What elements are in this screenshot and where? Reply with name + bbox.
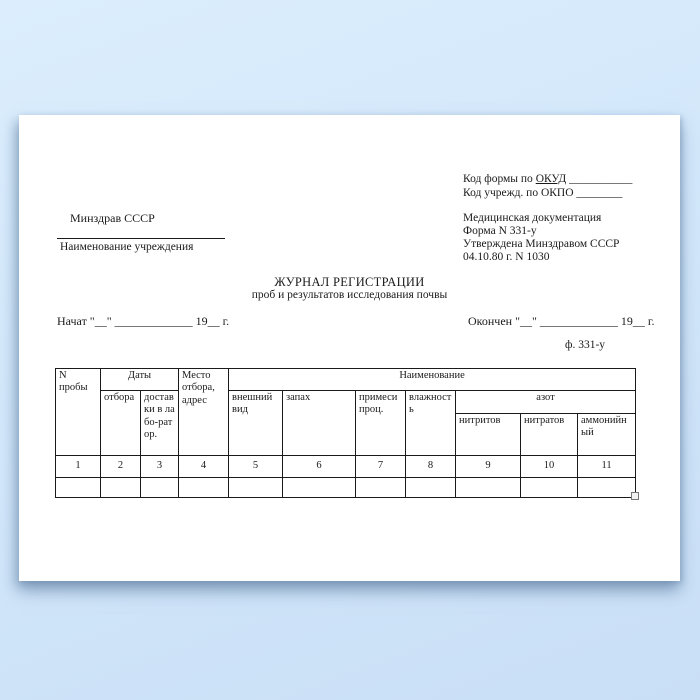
column-number: 7 — [356, 456, 406, 478]
header-nitrites: нитритов — [456, 414, 521, 456]
okud-blank-line: ___________ — [569, 173, 633, 185]
column-number: 2 — [101, 456, 141, 478]
column-number: 9 — [456, 456, 521, 478]
empty-cell — [283, 478, 356, 498]
column-number: 6 — [283, 456, 356, 478]
institution-fill-line — [57, 238, 225, 239]
header-appearance: внешний вид — [229, 391, 283, 456]
document-page — [19, 115, 680, 581]
okud-code-line — [463, 172, 632, 186]
empty-cell — [56, 478, 101, 498]
column-number: 1 — [56, 456, 101, 478]
empty-cell — [179, 478, 229, 498]
header-place: Место отбора, адрес — [179, 369, 229, 456]
table-resize-handle[interactable] — [631, 492, 639, 500]
header-sample-number: N пробы — [56, 369, 101, 456]
okpo-label: Код учрежд. по ОКПО — [463, 187, 574, 199]
header-group-dates: Даты — [101, 369, 179, 391]
column-number: 10 — [521, 456, 578, 478]
header-ammonium: аммонийный — [578, 414, 636, 456]
header-group-nitrogen: азот — [456, 391, 636, 414]
doc-info-type: Медицинская документация — [463, 212, 602, 224]
empty-cell — [101, 478, 141, 498]
page-title: ЖУРНАЛ РЕГИСТРАЦИИ — [274, 275, 425, 289]
okud-label: Код формы по — [463, 173, 533, 185]
empty-data-row — [56, 478, 636, 498]
column-number: 11 — [578, 456, 636, 478]
column-number: 5 — [229, 456, 283, 478]
empty-cell — [521, 478, 578, 498]
okpo-code-line — [463, 186, 632, 200]
header-group-name: Наименование — [229, 369, 636, 391]
header-nitrates: нитратов — [521, 414, 578, 456]
empty-cell — [229, 478, 283, 498]
header-date-sampling: отбора — [101, 391, 141, 456]
column-numbers-row — [56, 456, 636, 478]
header-smell: запах — [283, 391, 356, 456]
column-number: 3 — [141, 456, 179, 478]
institution-label: Наименование учреждения — [60, 241, 194, 253]
column-number: 8 — [406, 456, 456, 478]
started-date-line: Начат "__" _____________ 19__ г. — [57, 314, 230, 328]
finished-date-line: Окончен "__" _____________ 19__ г. — [468, 314, 655, 328]
empty-cell — [406, 478, 456, 498]
empty-cell — [578, 478, 636, 498]
page-subtitle: проб и результатов исследования почвы — [251, 289, 448, 301]
empty-cell — [456, 478, 521, 498]
header-date-delivery: доставки в лабо-ратор. — [141, 391, 179, 456]
column-number: 4 — [179, 456, 229, 478]
okpo-blank-line: ________ — [576, 187, 623, 199]
doc-info-approved: Утверждена Минздравом СССР — [463, 238, 620, 250]
empty-cell — [356, 478, 406, 498]
header-moisture: влажность — [406, 391, 456, 456]
registration-table — [55, 368, 636, 498]
codes-block — [463, 172, 632, 200]
doc-info-date: 04.10.80 г. N 1030 — [463, 251, 550, 263]
document-info-block — [463, 212, 619, 264]
okud-code: ОКУД — [535, 173, 567, 185]
doc-info-form: Форма N 331-у — [463, 225, 537, 237]
empty-cell — [141, 478, 179, 498]
ministry-name: Минздрав СССР — [70, 211, 155, 225]
header-impurities: примеси проц. — [356, 391, 406, 456]
form-number: ф. 331-у — [565, 339, 606, 351]
